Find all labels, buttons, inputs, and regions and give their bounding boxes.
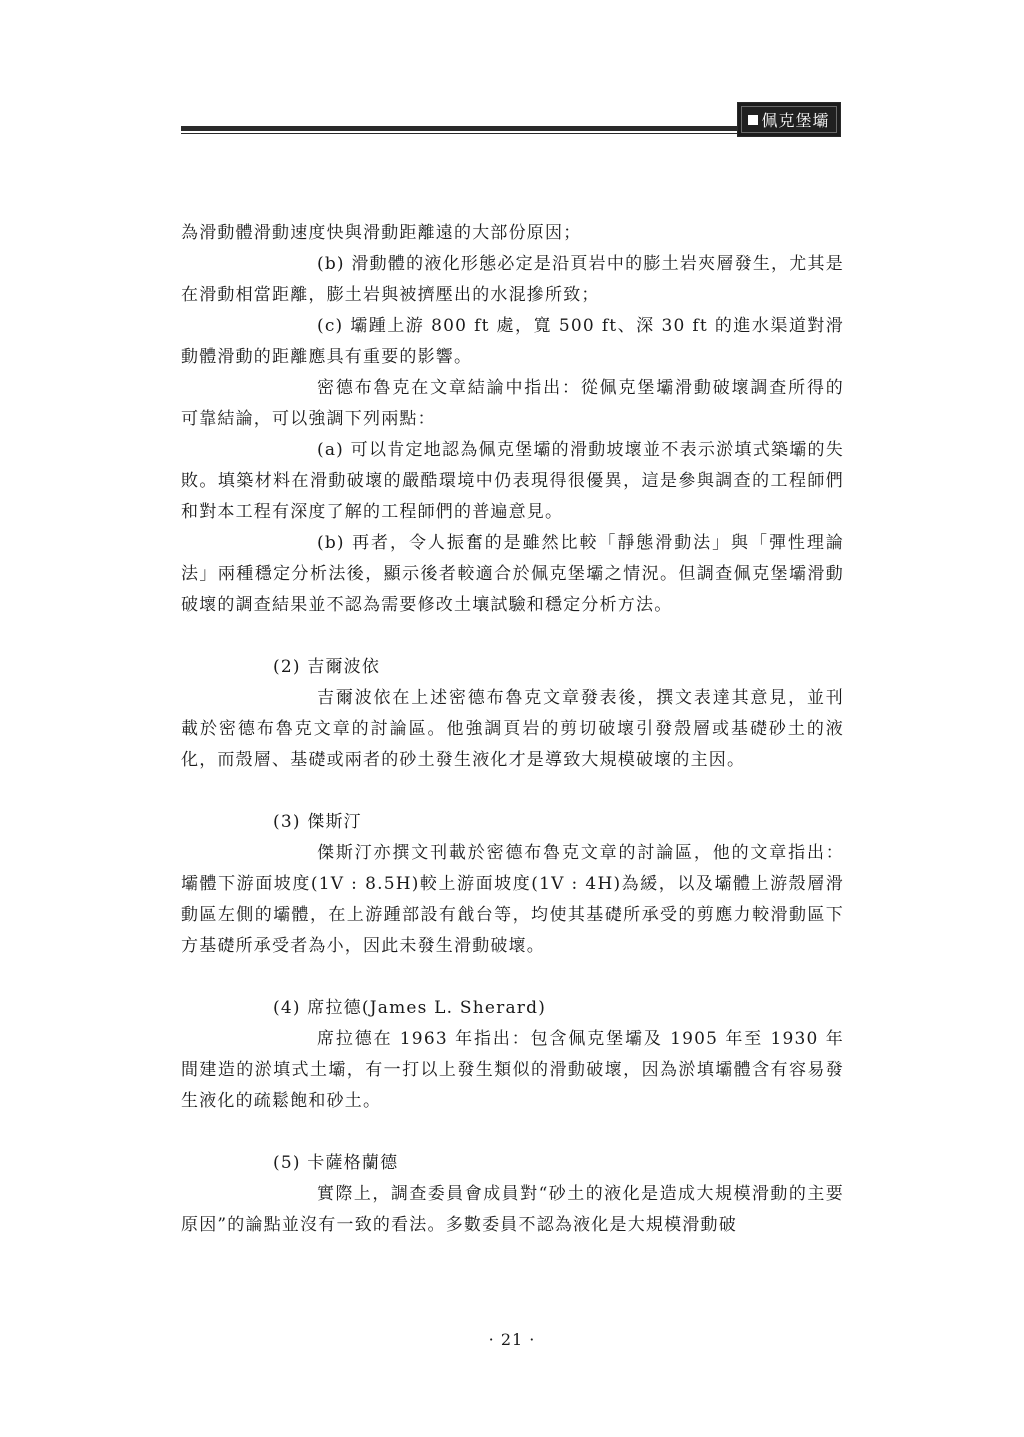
spacer [181,1117,844,1148]
spacer [181,776,844,807]
paragraph: 實際上，調查委員會成員對“砂土的液化是造成大規模滑動的主要原因”的論點並沒有一致的看法。多數委員不認為液化是大規模滑動破 [181,1184,844,1235]
header-rule-thin [181,133,737,134]
paragraph: (b) 再者，令人振奮的是雖然比較「靜態滑動法」與「彈性理論法」兩種穩定分析法後，顯示後者較適合於佩克堡壩之情況。但調查佩克堡壩滑動破壞的調查結果並不認為需要修改土壤試驗和穩定分析方法。 [181,533,844,615]
section-tab [737,102,841,137]
paragraph: 傑斯汀亦撰文刊載於密德布魯克文章的討論區，他的文章指出：壩體下游面坡度(1V : 8.5H)較上游面坡度(1V : 4H)為緩，以及壩體上游殼層滑動區左側的壩體，在上游踵部設有戧台等，均使其基礎所承受的剪應力較滑動區下方基礎所承受者為小，因此未發生滑動破壞。 [181,843,844,956]
page-number: · 21 · [488,1330,536,1349]
square-bullet-icon [748,115,758,125]
paragraph: 為滑動體滑動速度快與滑動距離遠的大部份原因； [181,223,582,243]
paragraph: (b) 滑動體的液化形態必定是沿頁岩中的膨土岩夾層發生，尤其是在滑動相當距離，膨土岩與被擠壓出的水混摻所致； [181,254,844,305]
section-heading: (4) 席拉德(James L. Sherard) [273,998,547,1018]
section-heading: (5) 卡薩格蘭德 [273,1153,399,1173]
spacer [181,962,844,993]
section-heading: (2) 吉爾波依 [273,657,381,677]
section-tab-inner [741,106,837,133]
paragraph: (a) 可以肯定地認為佩克堡壩的滑動坡壞並不表示淤填式築壩的失敗。填築材料在滑動破壞的嚴酷環境中仍表現得很優異，這是參與調查的工程師們和對本工程有深度了解的工程師們的普遍意見。 [181,440,844,522]
section-title: 佩克堡壩 [761,111,830,130]
paragraph: 席拉德在 1963 年指出：包含佩克堡壩及 1905 年至 1930 年間建造的淤填式土壩，有一打以上發生類似的滑動破壞，因為淤填壩體含有容易發生液化的疏鬆飽和砂土。 [181,1029,844,1111]
spacer [181,621,844,652]
body-text [181,218,844,1241]
header-rule [181,126,737,131]
paragraph: 密德布魯克在文章結論中指出：從佩克堡壩滑動破壞調查所得的可靠結論，可以強調下列兩點： [181,378,844,429]
paragraph: (c) 壩踵上游 800 ft 處，寬 500 ft、深 30 ft 的進水渠道對滑動體滑動的距離應具有重要的影響。 [181,316,844,367]
paragraph: 吉爾波依在上述密德布魯克文章發表後，撰文表達其意見，並刊載於密德布魯克文章的討論區。他強調頁岩的剪切破壞引發殼層或基礎砂土的液化，而殼層、基礎或兩者的砂土發生液化才是導致大規模破壞的主因。 [181,688,844,770]
section-heading: (3) 傑斯汀 [273,812,362,832]
